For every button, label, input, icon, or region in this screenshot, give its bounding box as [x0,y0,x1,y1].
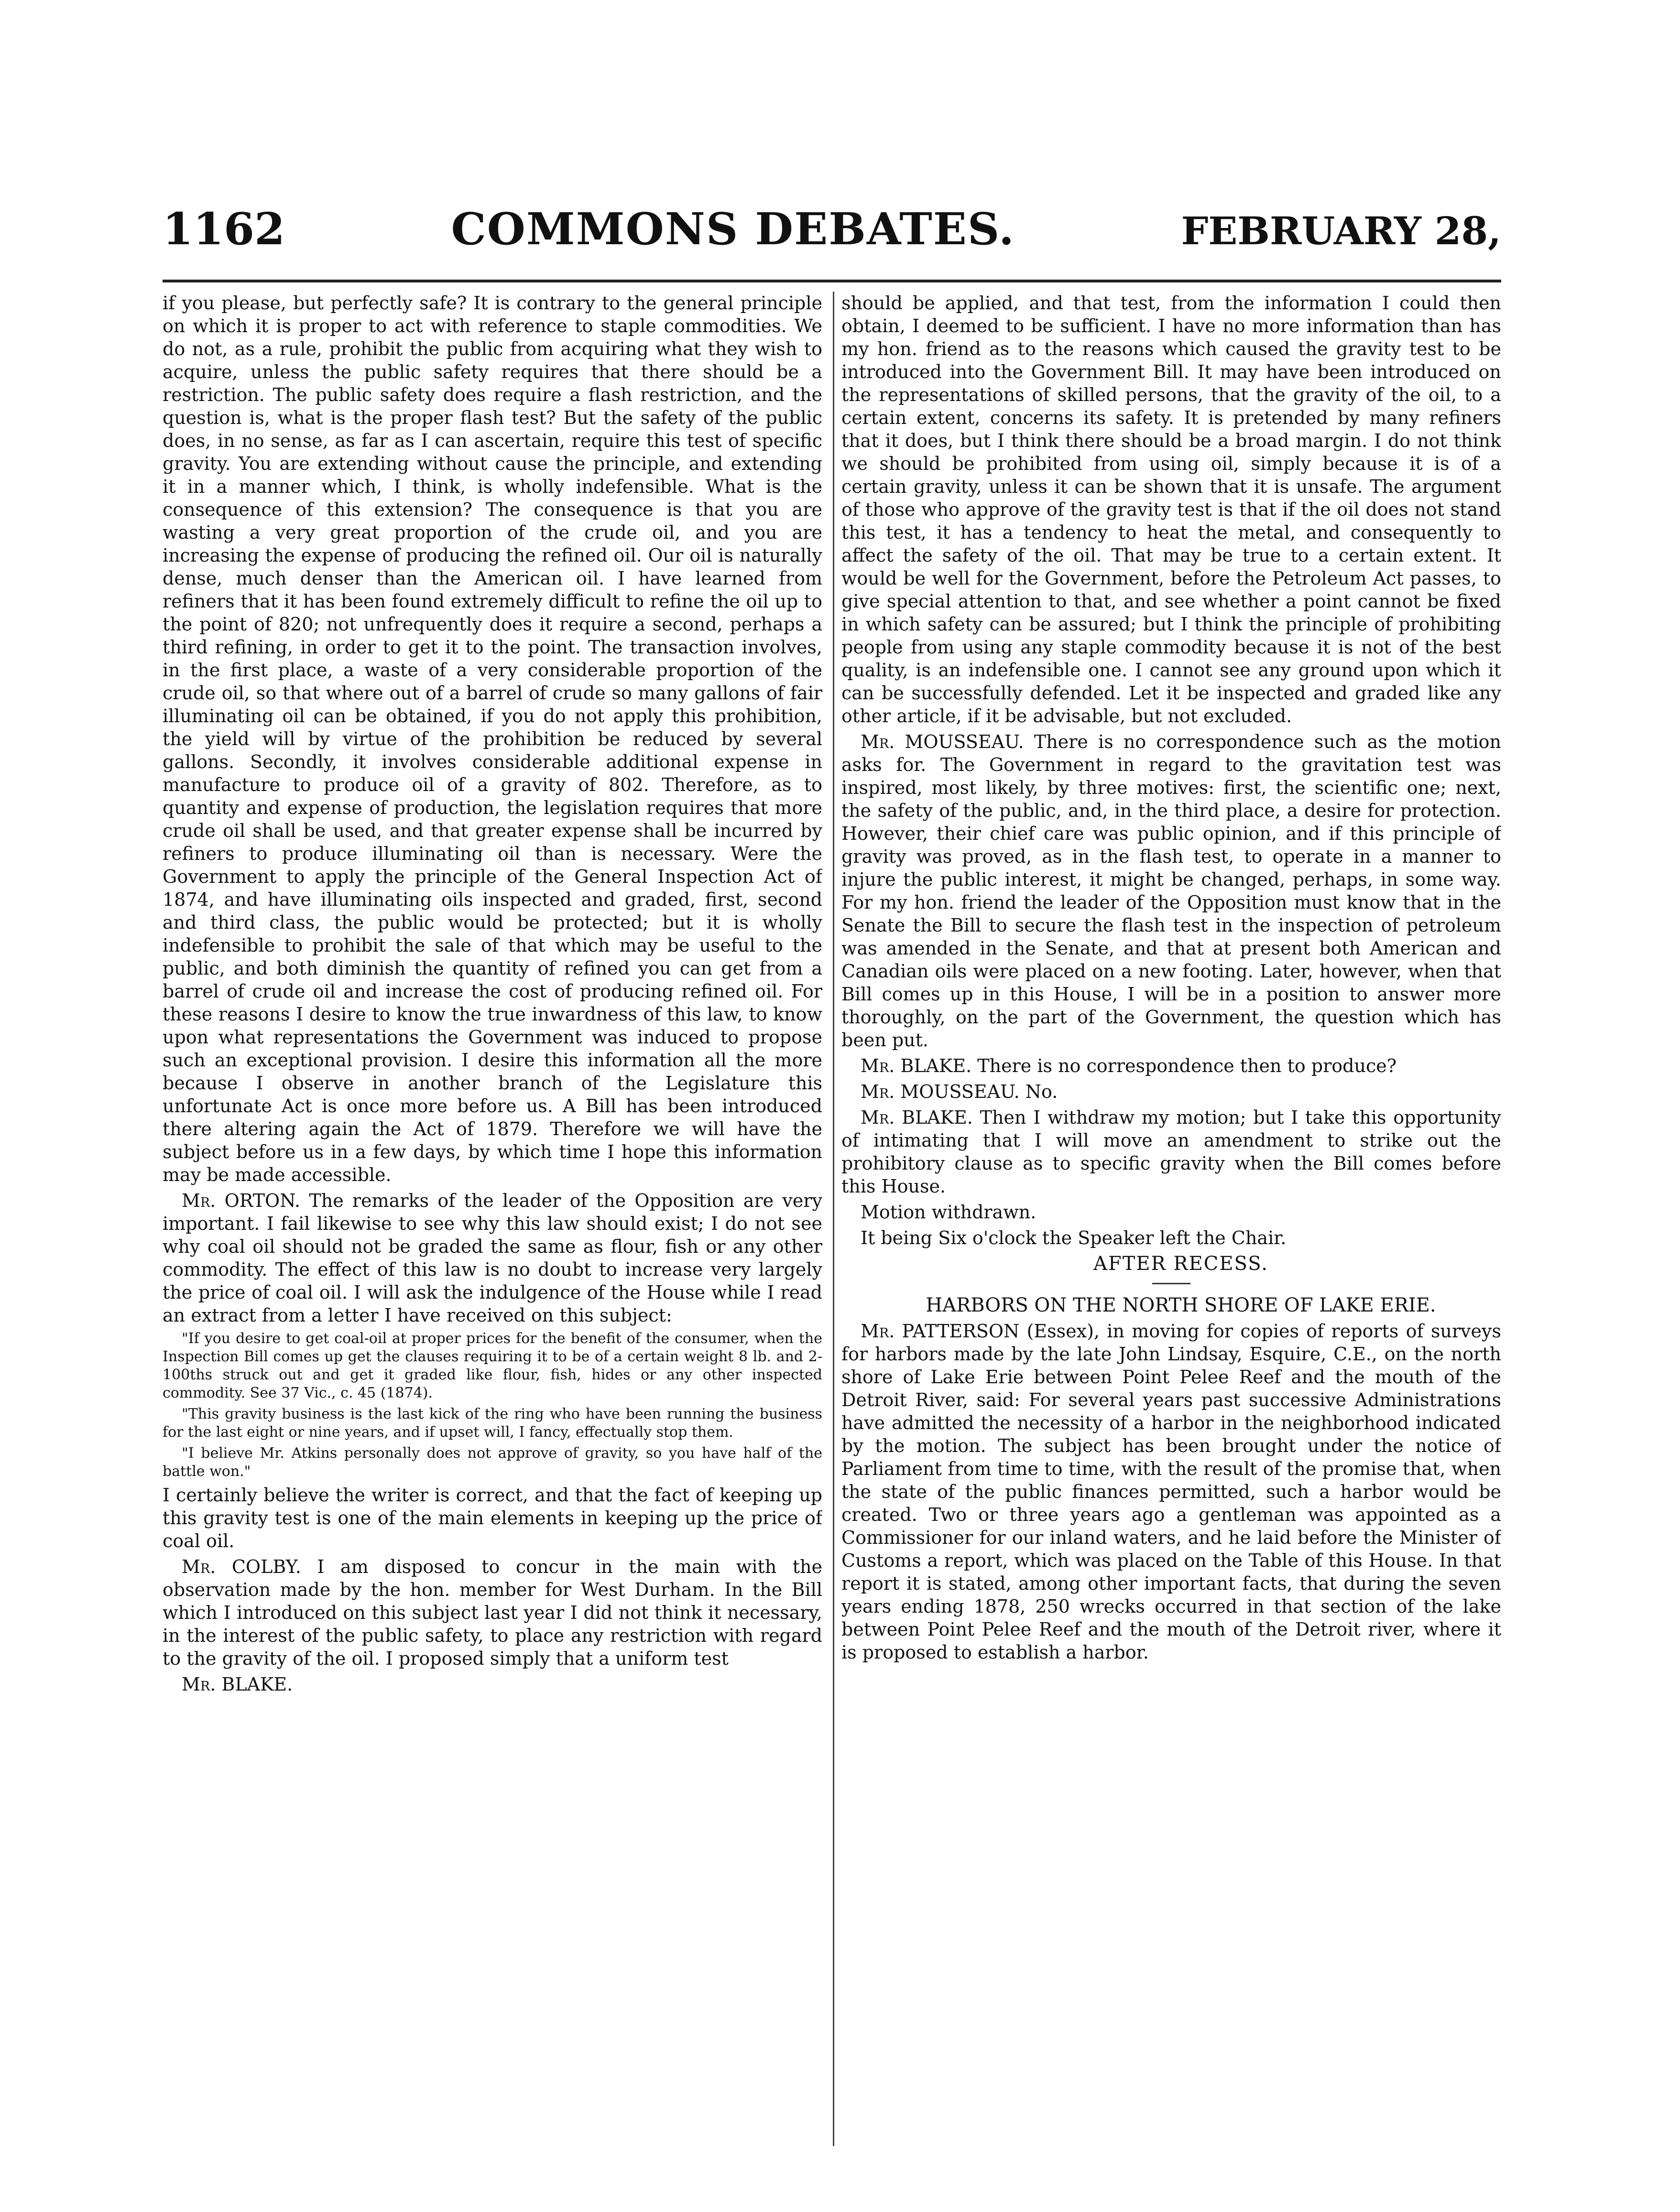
speech-text: (Essex), in moving for copies of reports of surveys for harbors made by the late John Lindsay, Esquire, C.E., on the north shore of Lake Erie between Point Pelee Reef and the mouth of the Detroit River, said: For several years past successive Administrations have admitted the necessity of a harbor in the neighborhood indicated by the motion. The subject has been brought under the notice of Parliament from time to time, with the result of the promise that, when the state of the public finances permitted, such a harbor would be created. Two or three years ago a gentleman was appointed as a Commissioner for our inland waters, and he laid before the Minister of Customs a report, which was placed on the Table of this House. In that report it is stated, among other important facts, that during the seven years ending 1878, 250 wrecks occurred in that section of the lake between Point Pelee Reef and the mouth of the Detroit river, where it is proposed to establish a harbor. [841,1321,1501,1663]
left-column [163,292,822,2184]
speaker-name: Mr. MOUSSEAU. [861,1081,1020,1102]
paragraph-mousseau [841,1080,1501,1103]
quote: "If you desire to get coal-oil at proper prices for the benefit of the consumer, when the Inspection Bill comes up get the clauses requiring it to be of a certain weight 8 lb. and 2-100ths struck out and get it graded like flour, fish, hides or any other inspected commodity. See 37 Vic., c. 45 (1874). [163,1330,822,1401]
paragraph-mousseau [841,730,1501,1052]
speech-text: No. [1019,1081,1058,1102]
paragraph: should be applied, and that test, from the information I could then obtain, I deemed to be sufficient. I have no more information than has my hon. friend as to the reasons which caused the gravity test to be introduced into the Government Bill. It may have been introduced on the representations of skilled persons, that the gravity of the oil, to a certain extent, concerns its safety. It is pretended by many refiners that it does, but I think there should be a broad margin. I do not think we should be prohibited from using oil, simply because it is of a certain gravity, unless it can be shown that it is unsafe. The argument of those who approve of the gravity test is that if the oil does not stand this test, it has a tendency to heat the metal, and consequently to affect the safety of the oil. That may be true to a certain extent. It would be well for the Government, before the Petroleum Act passes, to give special attention to that, and see whether a point cannot be fixed in which safety can be assured; but I think the principle of prohibiting people from using any staple commodity because it is not of the best quality, is an indefensible one. I cannot see any ground upon which it can be successfully defended. Let it be inspected and graded like any other article, if it be advisable, but not excluded. [841,293,1501,726]
paragraph: I certainly believe the writer is correct, and that the fact of keeping up this gravity test is one of the main elements in keeping up the price of coal oil. [163,1485,822,1551]
paragraph-patterson [841,1320,1501,1664]
section-title: HARBORS ON THE NORTH SHORE OF LAKE ERIE. [926,1294,1436,1316]
paragraph: if you please, but perfectly safe? It is contrary to the general principle on which it is proper to act with reference to staple commodities. We do not, as a rule, prohibit the public from acquiring what they wish to acquire, unless the public safety requires that there should be a restriction. The public safety does require a flash restriction, and the question is, what is the proper flash test? But the safety of the public does, in no sense, as far as I can ascertain, require this test of specific gravity. You are extending without cause the principle, and extending it in a manner which, I think, is wholly indefensible. What is the consequence of this extension? The consequence is that you are wasting a very great proportion of the crude oil, and you are increasing the expense of producing the refined oil. Our oil is naturally dense, much denser than the American oil. I have learned from refiners that it has been found extremely difficult to refine the oil up to the point of 820; not unfrequently does it require a second, perhaps a third refining, in order to get it to the point. The transaction involves, in the first place, a waste of a very considerable proportion of the crude oil, so that where out of a barrel of crude so many gallons of fair illuminating oil can be obtained, if you do not apply this prohibition, the yield will by virtue of the prohibition be reduced by several gallons. Secondly, it involves considerable additional expense in manufacture to produce oil of a gravity of 802. Therefore, as to quantity and expense of production, the legislation requires that more crude oil shall be used, and that greater expense shall be incurred by refiners to produce illuminating oil than is necessary. Were the Government to apply the principle of the General Inspection Act of 1874, and have illuminating oils inspected and graded, first, second and third class, the public would be protected; but it is wholly indefensible to prohibit the sale of that which may be useful to the public, and both diminish the quantity of refined you can get from a barrel of crude oil and increase the cost of producing refined oil. For these reasons I desire to know the true inwardness of this law, to know upon what representations the Government was induced to propose such an exceptional provision. I desire this information all the more because I observe in another branch of the Legislature this unfortunate Act is once more before us. A Bill has been introduced there altering again the Act of 1879. Therefore we will have the subject before us in a few days, by which time I hope this information may be made accessible. [163,293,822,1185]
paragraph-colby [163,1555,822,1670]
speaker-name: Mr. BLAKE. [861,1107,973,1128]
right-column [841,292,1501,2184]
speech-text: There is no correspondence such as the motion asks for. The Government in regard to the gravitation test was inspired, most likely, by three motives: first, the scientific one; next, the safety of the public, and, in the third place, a desire for protection. However, their chief care was public opinion, and if this principle of gravity was proved, as in the flash test, to operate in a manner to injure the public interest, it might be changed, perhaps, in some way. For my hon. friend the leader of the Opposition must know that in the Senate the Bill to secure the flash test in the inspection of petroleum was amended in the Senate, and that at present both American and Canadian oils were placed on a new footing. Later, however, when that Bill comes up in this House, I will be in a position to answer more thoroughly, on the part of the Government, the question which has been put. [841,731,1501,1051]
page-number: 1162 [163,203,285,255]
speaker-name: Mr. BLAKE. [861,1055,972,1076]
speech-text: There is no correspondence then to produce? [971,1055,1397,1076]
speech-text: The remarks of the leader of the Opposition are very important. I fail likewise to see why this law should exist; I do not see why coal oil should not be graded the same as flour, fish or any other commodity. The effect of this law is no doubt to increase very largely the price of coal oil. I will ask the indulgence of the House while I read an extract from a letter I have received on this subject: [163,1190,822,1326]
publication-title: COMMONS DEBATES. [451,203,1015,255]
speech-text: I am disposed to concur in the main with the observation made by the hon. member for West Durham. In the Bill which I introduced on this subject last year I did not think it necessary, in the interest of the public safety, to place any restriction with regard to the gravity of the oil. I proposed simply that a uniform test [163,1556,822,1669]
speaker-name: Mr. PATTERSON [861,1321,1020,1342]
page-date: FEBRUARY 28, [1181,208,1501,253]
speaker-name: Mr. MOUSSEAU. [861,731,1024,752]
quote: "This gravity business is the last kick of the ring who have been running the business for the last eight or nine years, and if upset will, I fancy, effectually stop them. [163,1406,822,1441]
speech-text: Then I withdraw my motion; but I take this opportunity of intimating that I will move an amendment to strike out the prohibitory clause as to specific gravity when the Bill comes before this House. [841,1107,1501,1197]
section-rule [1152,1283,1190,1284]
column-divider [833,292,834,2146]
page-header [163,203,1501,270]
quote: "I believe Mr. Atkins personally does not approve of gravity, so you have half of the battle won." [163,1445,822,1480]
speaker-name: Mr. ORTON. [182,1190,301,1211]
speaker-name: Mr. COLBY. [182,1556,301,1577]
paragraph-orton [163,1189,822,1327]
procedural-note: It being Six o'clock the Speaker left the Chair. [861,1227,1287,1248]
after-recess-heading: AFTER RECESS. [1093,1253,1268,1275]
paragraph-blake [841,1106,1501,1198]
procedural-note: Motion withdrawn. [861,1202,1036,1223]
page-signature: Mr. BLAKE. [182,1674,293,1695]
paragraph-blake [841,1054,1501,1077]
header-rule [163,280,1501,282]
